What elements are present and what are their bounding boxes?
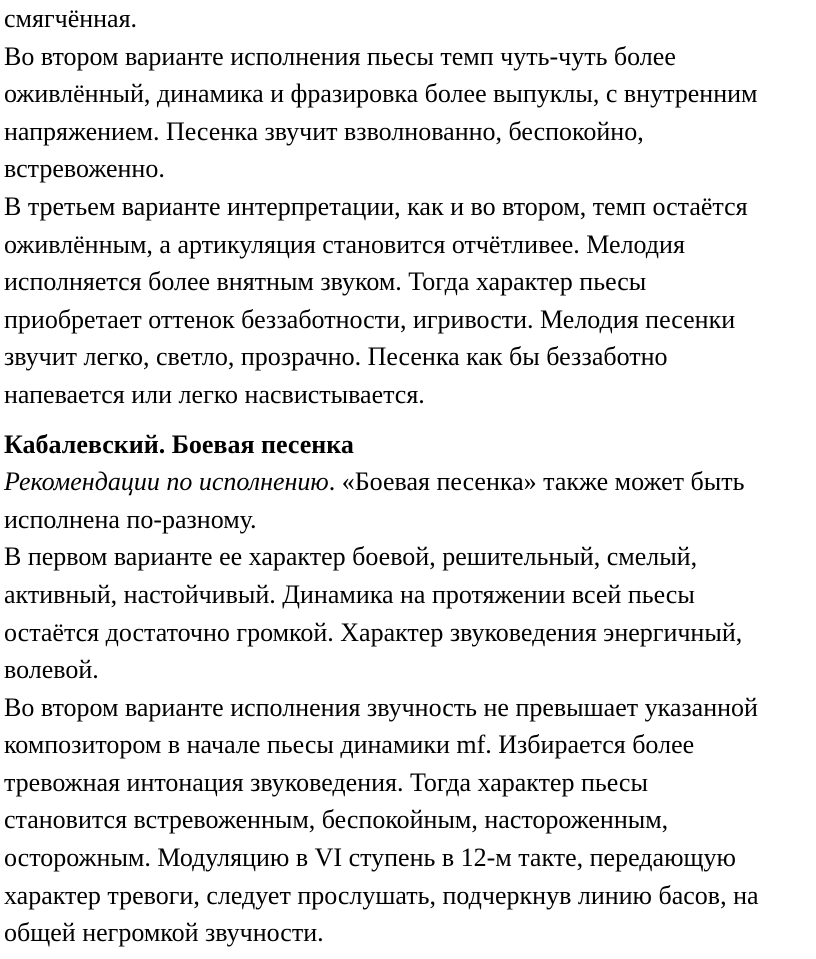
text-line: напевается или легко насвистывается. xyxy=(4,379,425,409)
text-line: остаётся достаточно громкой. Характер звуковедения энергичный, xyxy=(4,617,743,647)
paragraph-third-variant xyxy=(4,188,812,414)
text-line: напряжением. Песенка звучит взволнованно, беспокойно, xyxy=(4,116,644,146)
recommendations-label: Рекомендации по исполнению xyxy=(4,467,329,497)
text-line: становится встревоженным, беспокойным, настороженным, xyxy=(4,805,669,835)
text-line: оживлённый, динамика и фразировка более выпуклы, с внутренним xyxy=(4,79,758,109)
intro-text: . «Боевая песенка» также может быть xyxy=(328,467,745,497)
section-intro xyxy=(4,463,812,501)
paragraph-continuation xyxy=(4,0,812,38)
text-line: осторожным. Модуляцию в VI ступень в 12-м такте, передающую xyxy=(4,843,736,873)
section-heading: Кабалевский. Боевая песенка xyxy=(4,429,354,459)
section-kabalevsky xyxy=(4,426,812,539)
paragraph-second-variant-battle xyxy=(4,689,812,952)
text-line: исполнена по-разному. xyxy=(4,504,257,534)
paragraph-second-variant xyxy=(4,38,812,188)
text-line: Во втором варианте исполнения звучность не превышает указанной xyxy=(4,692,758,722)
text-line: волевой. xyxy=(4,655,99,685)
text-line: активный, настойчивый. Динамика на протяжении всей пьесы xyxy=(4,579,695,609)
text-line: композитором в начале пьесы динамики mf. Избирается более xyxy=(4,730,695,760)
text-line: тревожная интонация звуковедения. Тогда характер пьесы xyxy=(4,767,648,797)
text-line: характер тревоги, следует прослушать, подчеркнув линию басов, на xyxy=(4,880,759,910)
text-line: В первом варианте ее характер боевой, решительный, смелый, xyxy=(4,542,698,572)
text-line: общей негромкой звучности. xyxy=(4,918,324,948)
paragraph-first-variant-battle xyxy=(4,538,812,688)
text-line: смягчённая. xyxy=(4,4,138,33)
text-line: исполняется более внятным звуком. Тогда характер пьесы xyxy=(4,267,647,297)
text-line: В третьем варианте интерпретации, как и во втором, темп остаётся xyxy=(4,191,748,221)
text-line: Во втором варианте исполнения пьесы темп чуть-чуть более xyxy=(4,41,676,71)
text-line: оживлённым, а артикуляция становится отчётливее. Мелодия xyxy=(4,229,685,259)
text-line: звучит легко, светло, прозрачно. Песенка как бы беззаботно xyxy=(4,342,668,372)
text-line: встревоженно. xyxy=(4,154,165,184)
text-line: приобретает оттенок беззаботности, игривости. Мелодия песенки xyxy=(4,304,736,334)
